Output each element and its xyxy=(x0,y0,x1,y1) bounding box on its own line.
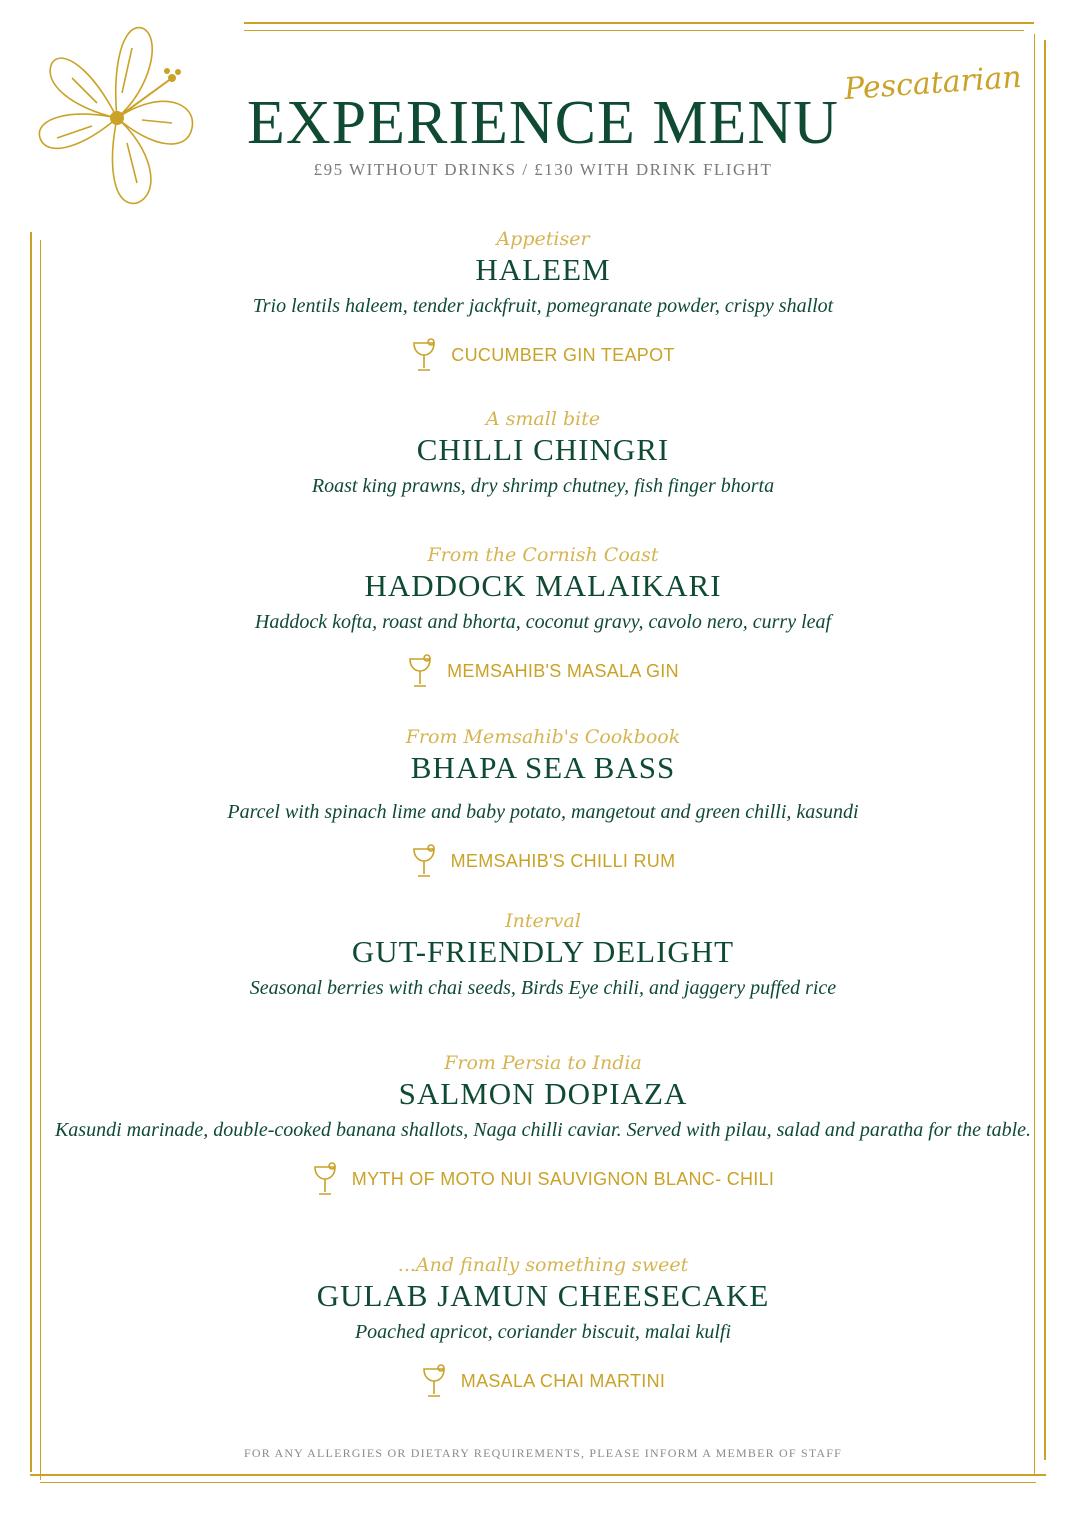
course-small-bite xyxy=(40,406,1046,501)
dish-name: BHAPA SEA BASS xyxy=(410,750,676,785)
course-label: From Memsahib's Cookbook xyxy=(405,726,681,748)
pairing-label: MASALA CHAI MARTINI xyxy=(460,1370,666,1391)
drink-pairing xyxy=(407,653,679,689)
course-cornish-coast xyxy=(40,542,1046,693)
frame-bottom-line-inner xyxy=(40,1482,1036,1483)
allergy-note: FOR ANY ALLERGIES OR DIETARY REQUIREMENTS, PLEASE INFORM A MEMBER OF STAFF xyxy=(243,1446,843,1460)
course-label: From Persia to India xyxy=(444,1052,642,1074)
drink-pairing xyxy=(411,843,676,879)
dish-description: Kasundi marinade, double-cooked banana shallots, Naga chilli caviar. Served with pilau, salad and paratha for the table. xyxy=(54,1119,1032,1141)
frame-bottom-line xyxy=(30,1474,1046,1476)
dish-name: HALEEM xyxy=(475,252,611,287)
pairing-label: MEMSAHIB'S CHILLI RUM xyxy=(450,850,676,871)
cocktail-glass-icon xyxy=(312,1161,338,1197)
course-persia-india xyxy=(40,1050,1046,1201)
course-memsahib-cookbook xyxy=(40,724,1046,883)
drink-pairing xyxy=(421,1363,665,1399)
dish-description: Haddock kofta, roast and bhorta, coconut gravy, cavolo nero, curry leaf xyxy=(254,611,832,633)
course-dessert xyxy=(40,1252,1046,1403)
pairing-label: CUCUMBER GIN TEAPOT xyxy=(451,344,675,365)
frame-left-line xyxy=(30,232,32,1472)
course-label: A small bite xyxy=(485,408,601,430)
dish-name: GULAB JAMUN CHEESECAKE xyxy=(316,1278,770,1313)
menu-price: £95 WITHOUT DRINKS / £130 WITH DRINK FLIGHT xyxy=(313,160,773,179)
dish-name: HADDOCK MALAIKARI xyxy=(364,568,722,603)
dish-description: Poached apricot, coriander biscuit, malai kulfi xyxy=(354,1321,732,1343)
pairing-label: MEMSAHIB'S MASALA GIN xyxy=(447,660,679,681)
drink-pairing xyxy=(312,1161,774,1197)
frame-top-line-inner xyxy=(244,30,1024,31)
menu-tag: Pescatarian xyxy=(843,59,1024,108)
course-appetiser xyxy=(40,226,1046,377)
dish-name: CHILLI CHINGRI xyxy=(416,432,670,467)
dish-description: Parcel with spinach lime and baby potato, mangetout and green chilli, kasundi xyxy=(227,801,859,823)
course-label: Appetiser xyxy=(496,228,590,250)
cocktail-glass-icon xyxy=(421,1363,447,1399)
menu-title: EXPERIENCE MENU xyxy=(247,89,839,157)
pairing-label: MYTH OF MOTO NUI SAUVIGNON BLANC- CHILI xyxy=(351,1168,775,1189)
drink-pairing xyxy=(411,337,674,373)
cocktail-glass-icon xyxy=(411,843,437,879)
course-interval xyxy=(40,908,1046,1003)
dish-description: Roast king prawns, dry shrimp chutney, fish finger bhorta xyxy=(311,475,775,497)
frame-top-line xyxy=(244,22,1034,24)
cocktail-glass-icon xyxy=(407,653,433,689)
dish-name: GUT-FRIENDLY DELIGHT xyxy=(351,934,735,969)
cocktail-glass-icon xyxy=(411,337,437,373)
course-label: From the Cornish Coast xyxy=(427,544,659,566)
course-label: ...And finally something sweet xyxy=(397,1254,689,1276)
course-label: Interval xyxy=(505,910,581,932)
dish-description: Trio lentils haleem, tender jackfruit, pomegranate powder, crispy shallot xyxy=(252,295,834,317)
dish-description: Seasonal berries with chai seeds, Birds Eye chili, and jaggery puffed rice xyxy=(249,977,837,999)
dish-name: SALMON DOPIAZA xyxy=(398,1076,688,1111)
